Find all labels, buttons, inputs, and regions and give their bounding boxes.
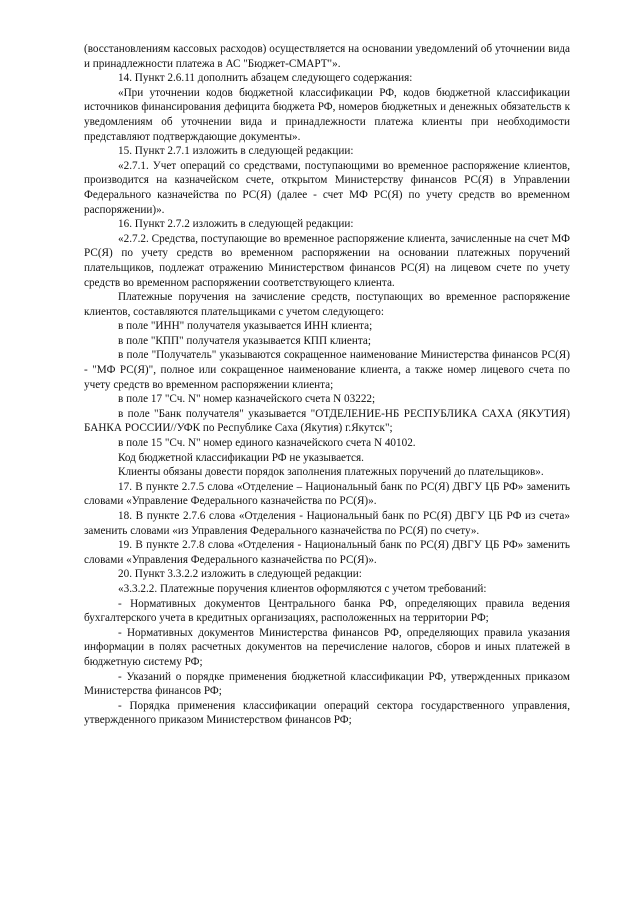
paragraph-6: 16. Пункт 2.7.2 изложить в следующей редакции:	[118, 218, 354, 231]
paragraph-21: «3.3.2.2. Платежные поручения клиентов оформляются с учетом требований:	[118, 582, 487, 595]
paragraph-20: 20. Пункт 3.3.2.2 изложить в следующей редакции:	[118, 568, 362, 581]
paragraph-16: Клиенты обязаны довести порядок заполнения платежных поручений до плательщиков».	[118, 466, 544, 479]
paragraph-25: - Порядка применения классификации операций сектора государственного управления, утвержденного приказом Министерством финансов РФ;	[84, 699, 570, 727]
paragraph-14: в поле 15 "Сч. N" номер единого казначейского счета N 40102.	[118, 437, 416, 450]
paragraph-13: в поле "Банк получателя" указывается "ОТДЕЛЕНИЕ-НБ РЕСПУБЛИКА САХА (ЯКУТИЯ) БАНКА РОССИИ//УФК по Республике Саха (Якутия) г.Якутск";	[84, 407, 570, 435]
paragraph-3: «При уточнении кодов бюджетной классификации РФ, кодов бюджетной классификации источников финансирования дефицита бюджета РФ, номеров бюджетных и денежных обязательств к уведомлениям об уточнении вида и принадлежности платежа клиенты при необходимости представляют подтверждающие документы».	[84, 86, 570, 143]
paragraph-10: в поле "КПП" получателя указывается КПП клиента;	[118, 334, 371, 347]
paragraph-17: 17. В пункте 2.7.5 слова «Отделение – Национальный банк по РС(Я) ДВГУ ЦБ РФ» заменить словами «Управление Федерального казначейства по РС(Я)».	[84, 480, 570, 508]
document-page	[84, 42, 570, 728]
paragraph-22: - Нормативных документов Центрального банка РФ, определяющих правила ведения бухгалтерского учета в кредитных организациях, расположенных на территории РФ;	[84, 597, 570, 625]
paragraph-7: «2.7.2. Средства, поступающие во временное распоряжение клиента, зачисленные на счет МФ РС(Я) по учету средств во временном распоряжении на основании платежных поручений плательщиков, подлежат отражению Министерством финансов РС(Я) на лицевом счете по учету средств во временном распоряжении соответствующего клиента.	[84, 232, 570, 289]
paragraph-12: в поле 17 "Сч. N" номер казначейского счета N 03222;	[118, 393, 376, 406]
paragraph-19: 19. В пункте 2.7.8 слова «Отделения - Национальный банк по РС(Я) ДВГУ ЦБ РФ» заменить словами «Управления Федерального казначейства по РС(Я)».	[84, 539, 570, 566]
paragraph-8: Платежные поручения на зачисление средств, поступающих во временное распоряжение клиентов, составляются плательщиками с учетом следующего:	[84, 291, 570, 318]
paragraph-2: 14. Пункт 2.6.11 дополнить абзацем следующего содержания:	[118, 72, 413, 85]
paragraph-18: 18. В пункте 2.7.6 слова «Отделения - Национальный банк по РС(Я) ДВГУ ЦБ РФ из счета» заменить словами «из Управления Федерального казначейства по РС(Я) по счету».	[84, 510, 570, 537]
paragraph-9: в поле "ИНН" получателя указывается ИНН клиента;	[118, 320, 373, 333]
paragraph-24: - Указаний о порядке применения бюджетной классификации РФ, утвержденных приказом Министерства финансов РФ;	[84, 670, 570, 698]
paragraph-11: в поле "Получатель" указываются сокращенное наименование Министерства финансов РС(Я) - "МФ РС(Я)", полное или сокращенное наименование клиента, а также номер лицевого счета по учету средств во временном распоряжении клиента;	[84, 349, 570, 391]
paragraph-23: - Нормативных документов Министерства финансов РФ, определяющих правила указания информации в полях расчетных документов на перечисление налогов, сборов и иных платежей в бюджетную систему РФ;	[84, 626, 570, 668]
paragraph-1: (восстановлениям кассовых расходов) осуществляется на основании уведомлений об уточнении вида и принадлежности платежа в АС "Бюджет-СМАРТ"».	[84, 43, 570, 70]
paragraph-15: Код бюджетной классификации РФ не указывается.	[118, 451, 364, 464]
paragraph-5: «2.7.1. Учет операций со средствами, поступающими во временное распоряжение клиентов, производится на казначейском счете, открытом Министерству финансов РС(Я) в Управлении Федерального казначейства по РС(Я) (далее - счет МФ РС(Я) по учету средств во временном распоряжении)».	[84, 159, 570, 216]
paragraph-4: 15. Пункт 2.7.1 изложить в следующей редакции:	[118, 145, 354, 158]
